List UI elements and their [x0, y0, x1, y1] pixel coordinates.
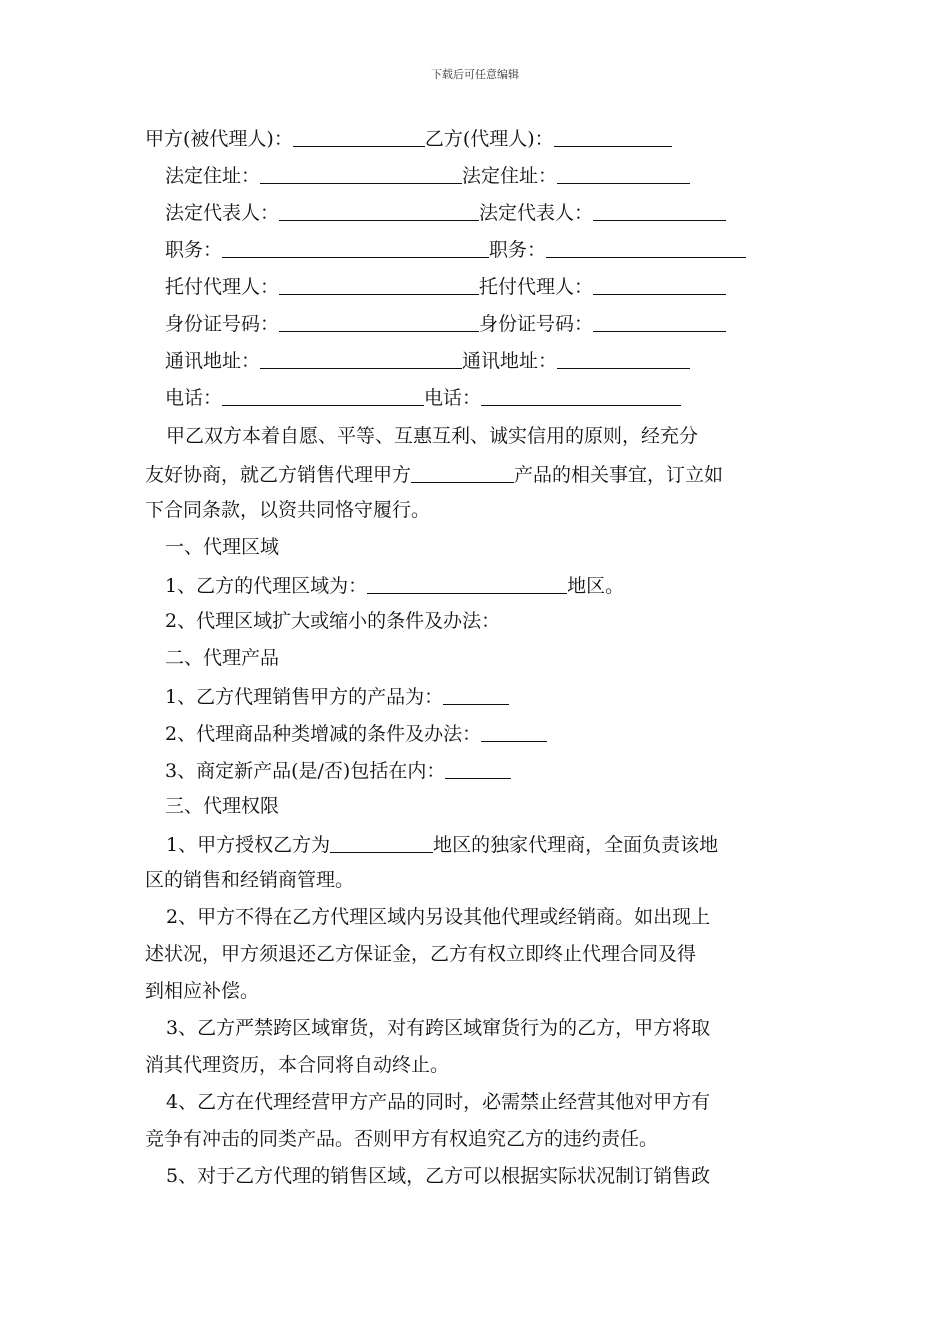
address-b-label: 法定住址： — [462, 165, 558, 187]
section-2-item-3 — [165, 760, 835, 781]
agent-a-blank — [279, 276, 479, 295]
rep-b-blank — [593, 202, 726, 221]
id-a-blank — [279, 313, 479, 332]
intro-product-blank — [411, 464, 514, 483]
party-a-blank — [293, 128, 425, 147]
position-line — [165, 239, 835, 260]
id-a-label: 身份证号码： — [165, 313, 280, 335]
region-blank — [367, 575, 567, 594]
section-3-item-2-line-1: 2、甲方不得在乙方代理区域内另设其他代理或经销商。如出现上 — [166, 906, 711, 928]
section-3-item-4-line-1: 4、乙方在代理经营甲方产品的同时，必需禁止经营其他对甲方有 — [166, 1091, 711, 1113]
phone-line — [165, 387, 835, 408]
agent-line — [165, 276, 835, 297]
s2-item-1-text: 1、乙方代理销售甲方的产品为： — [165, 686, 444, 708]
rep-a-label: 法定代表人： — [165, 202, 280, 224]
s2-item-3-blank — [445, 760, 511, 779]
phone-a-label: 电话： — [165, 387, 223, 409]
s2-item-3-text: 3、商定新产品(是/否)包括在内： — [165, 760, 446, 782]
position-a-label: 职务： — [165, 239, 223, 261]
mail-a-blank — [260, 350, 462, 369]
section-2-title: 二、代理产品 — [165, 647, 280, 669]
address-a-blank — [260, 165, 462, 184]
position-a-blank — [222, 239, 489, 258]
section-1-item-2: 2、代理区域扩大或缩小的条件及办法： — [165, 610, 501, 632]
intro-line-2a: 友好协商，就乙方销售代理甲方 — [145, 464, 412, 486]
phone-b-blank — [481, 387, 681, 406]
section-3-item-5-line-1: 5、对于乙方代理的销售区域，乙方可以根据实际状况制订销售政 — [166, 1165, 711, 1187]
s1-item-1a: 1、乙方的代理区域为： — [165, 575, 368, 597]
party-b-blank — [554, 128, 672, 147]
agent-b-label: 托付代理人： — [479, 276, 594, 298]
mail-b-blank — [557, 350, 690, 369]
s2-item-1-blank — [443, 686, 509, 705]
address-line — [165, 165, 835, 186]
intro-line-2b: 产品的相关事宜，订立如 — [514, 464, 724, 486]
section-3-item-3-line-1: 3、乙方严禁跨区域窜货，对有跨区域窜货行为的乙方，甲方将取 — [166, 1017, 711, 1039]
s1-item-1b: 地区。 — [567, 575, 625, 597]
mail-a-label: 通讯地址： — [165, 350, 261, 372]
s2-item-2-blank — [481, 723, 547, 742]
section-3-item-1-line-2: 区的销售和经销商管理。 — [145, 869, 355, 891]
party-b-label: 乙方(代理人)： — [424, 128, 554, 150]
section-3-item-4-line-2: 竞争有冲击的同类产品。否则甲方有权追究乙方的违约责任。 — [145, 1128, 659, 1150]
page-header-note: 下载后可任意编辑 — [431, 68, 519, 81]
phone-b-label: 电话： — [424, 387, 482, 409]
phone-a-blank — [222, 387, 424, 406]
s3-item-1a: 1、甲方授权乙方为 — [166, 834, 331, 856]
section-3-item-2-line-3: 到相应补偿。 — [145, 980, 260, 1002]
section-3-title: 三、代理权限 — [165, 795, 280, 817]
section-3-item-1-line-1 — [166, 834, 836, 855]
position-b-label: 职务： — [489, 239, 547, 261]
party-a-label: 甲方(被代理人)： — [145, 128, 293, 150]
section-1-title: 一、代理区域 — [165, 536, 280, 558]
address-b-blank — [557, 165, 690, 184]
section-1-item-1 — [165, 575, 835, 596]
section-2-item-1 — [165, 686, 835, 707]
mail-line — [165, 350, 835, 371]
rep-b-label: 法定代表人： — [479, 202, 594, 224]
id-b-blank — [593, 313, 726, 332]
id-line — [165, 313, 835, 334]
intro-line-3: 下合同条款，以资共同恪守履行。 — [145, 499, 431, 521]
party-line — [145, 128, 815, 149]
section-2-item-2 — [165, 723, 835, 744]
exclusive-region-blank — [330, 834, 433, 853]
s3-item-1b: 地区的独家代理商，全面负责该地 — [433, 834, 719, 856]
mail-b-label: 通讯地址： — [462, 350, 558, 372]
s2-item-2-text: 2、代理商品种类增减的条件及办法： — [165, 723, 482, 745]
intro-line-2 — [145, 464, 815, 485]
section-3-item-3-line-2: 消其代理资历，本合同将自动终止。 — [145, 1054, 450, 1076]
position-b-blank — [546, 239, 746, 258]
address-a-label: 法定住址： — [165, 165, 261, 187]
intro-line-1: 甲乙双方本着自愿、平等、互惠互利、诚实信用的原则，经充分 — [166, 425, 699, 447]
section-3-item-2-line-2: 述状况，甲方须退还乙方保证金，乙方有权立即终止代理合同及得 — [145, 943, 697, 965]
representative-line — [165, 202, 835, 223]
id-b-label: 身份证号码： — [479, 313, 594, 335]
rep-a-blank — [279, 202, 479, 221]
agent-a-label: 托付代理人： — [165, 276, 280, 298]
agent-b-blank — [593, 276, 726, 295]
